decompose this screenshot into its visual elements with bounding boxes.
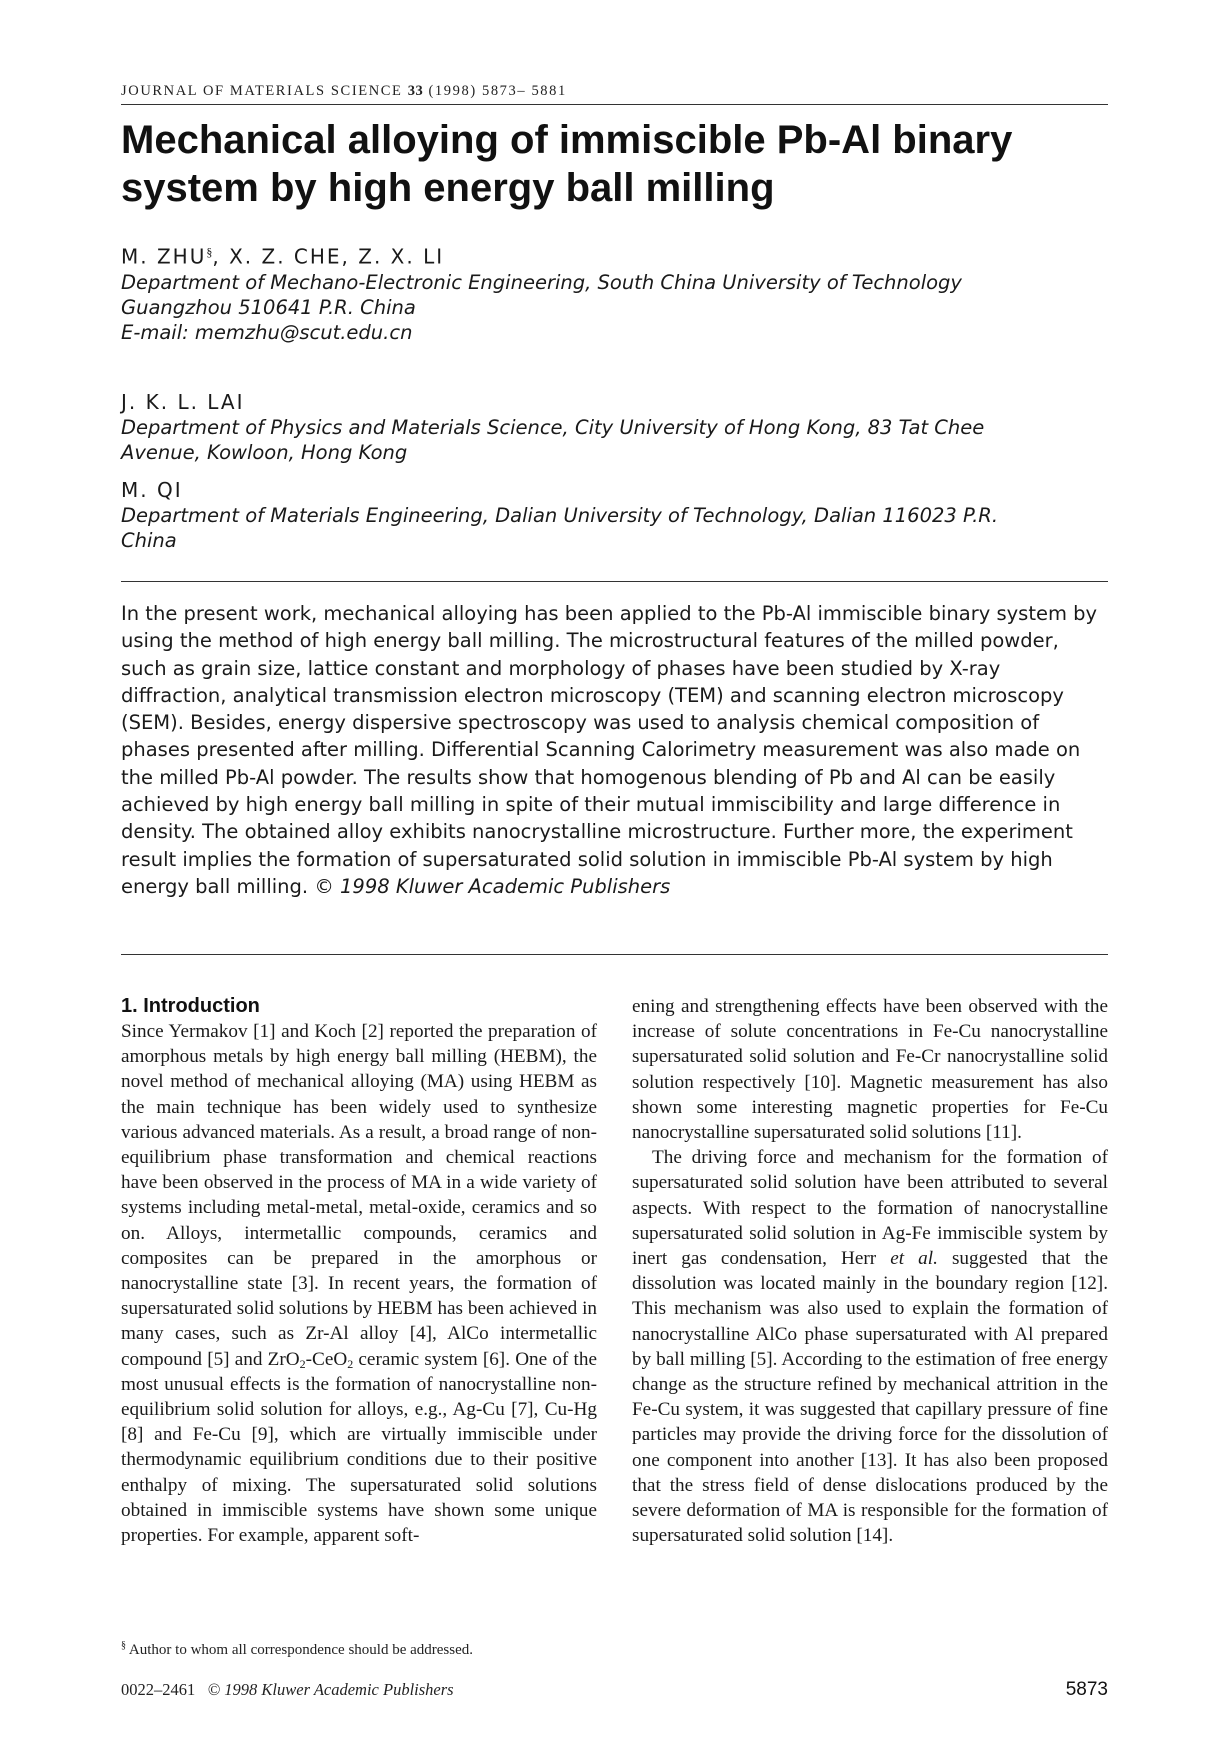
journal-header: [121, 83, 1108, 100]
issn: 0022–2461: [121, 1680, 196, 1699]
footnote: [121, 1640, 473, 1659]
author-names: [121, 239, 1108, 270]
subscript: 2: [347, 1356, 354, 1371]
intro-text: ceramic system [6]. One of the most unusual effects is the formation of nanocrystalline non-equilibrium solid solution for alloys, e.g., Ag-Cu [7], Cu-Hg [8] and Fe-Cu [9], which are virtually immiscible under thermodynamic equilibrium conditions due to their positive enthalpy of mixing. The supersaturated solid solutions obtained in immiscible systems have shown some unique properties. For example, apparent soft-: [121, 1348, 597, 1547]
intro-paragraph-1-cont: ening and strengthening effects have been observed with the increase of solute concentrations in Fe-Cu nanocrystalline supersaturated solid solution and Fe-Cr nanocrystalline solid solution respectively [10]. Magnetic measurement has also shown some interesting magnetic properties for Fe-Cu nanocrystalline supersaturated solid solutions [11].: [632, 996, 1108, 1144]
paper-page: [121, 0, 1108, 1748]
intro-paragraph-2: [632, 1145, 1108, 1548]
page-number: 5873: [1065, 1679, 1108, 1700]
affiliation-line: Department of Materials Engineering, Dalian University of Technology, Dalian 116023 P.R.: [121, 504, 999, 527]
footnote-text: Author to whom all correspondence should be addressed.: [126, 1642, 473, 1658]
author-name-lai: J. K. L. LAI: [121, 390, 245, 414]
header-rule: [121, 104, 1108, 105]
intro-text: suggested that the dissolution was located mainly in the boundary region [12]. This mechanism was also used to explain the formation of nanocrystalline AlCo phase supersaturated with Al prepared by ball milling [5]. According to the estimation of free energy change as the structure refined by mechanical attrition in the Fe-Cu system, it was suggested that capillary pressure of fine particles may provide the driving force for the dissolution of one component into another [13]. It has also been proposed that the stress field of dense dislocations produced by the severe deformation of MA is responsible for the formation of supersaturated solid solution [14].: [632, 1248, 1108, 1547]
abstract-top-rule: [121, 581, 1108, 582]
correspondence-mark: §: [206, 245, 213, 259]
affiliation-line: Avenue, Kowloon, Hong Kong: [121, 441, 408, 464]
author-block-3: [121, 477, 1108, 553]
intro-text: Since Yermakov [1] and Koch [2] reported the preparation of amorphous metals by high energy ball milling (HEBM), the novel method of mechanical alloying (MA) using HEBM as the main technique has been widely used to synthesize various advanced materials. As a result, a broad range of non-equilibrium phase transformation and chemical reactions have been observed in the process of MA in a wide variety of systems including metal-metal, metal-oxide, ceramics and so on. Alloys, intermetallic compounds, ceramics and composites can be prepared in the amorphous or nanocrystalline state [3]. In recent years, the formation of supersaturated solid solutions by HEBM has been achieved in many cases, such as Zr-Al alloy [4], AlCo intermetallic compound [5] and ZrO: [121, 1021, 597, 1370]
journal-year-pages: (1998) 5873– 5881: [428, 83, 567, 99]
abstract: [121, 600, 1108, 900]
et-al: et al.: [890, 1248, 938, 1270]
subscript: 2: [299, 1356, 306, 1371]
abstract-bottom-rule: [121, 954, 1108, 955]
title-line-2: system by high energy ball milling: [121, 166, 775, 210]
abstract-copyright: © 1998 Kluwer Academic Publishers: [314, 874, 671, 898]
left-column: [121, 994, 597, 1548]
author-email: E-mail: memzhu@scut.edu.cn: [121, 320, 413, 344]
footnote-mark: §: [121, 1640, 126, 1651]
affiliation-line: Department of Physics and Materials Science, City University of Hong Kong, 83 Tat Chee: [121, 416, 985, 439]
author-block-1: [121, 239, 1108, 345]
author-name-qi: M. QI: [121, 478, 183, 502]
affiliation-line: Department of Mechano-Electronic Engineering, South China University of Technology: [121, 270, 962, 294]
abstract-text: In the present work, mechanical alloying has been applied to the Pb-Al immiscible binary system by using the method of high energy ball milling. The microstructural features of the milled powder, such as grain size, lattice constant and morphology of phases have been studied by X-ray diffraction, analytical transmission electron microscopy (TEM) and scanning electron microscopy (SEM). Besides, energy dispersive spectroscopy was used to analysis chemical composition of phases presented after milling. Differential Scanning Calorimetry measurement was also made on the milled Pb-Al powder. The results show that homogenous blending of Pb and Al can be easily achieved by high energy ball milling in spite of their mutual immiscibility and large difference in density. The obtained alloy exhibits nanocrystalline microstructure. Further more, the experiment result implies the formation of supersaturated solid solution in immiscible Pb-Al system by high energy ball milling.: [121, 602, 1098, 898]
affiliation-line: China: [121, 529, 177, 552]
intro-paragraph-1: [121, 1019, 597, 1548]
paper-title: [121, 116, 1108, 212]
author-block-2: [121, 389, 1108, 465]
section-heading: 1. Introduction: [121, 995, 260, 1017]
title-line-1: Mechanical alloying of immiscible Pb-Al binary: [121, 118, 1013, 162]
author-names-rest: , X. Z. CHE, Z. X. LI: [212, 244, 445, 269]
intro-text: -CeO: [305, 1348, 348, 1370]
journal-name: JOURNAL OF MATERIALS SCIENCE: [121, 83, 403, 99]
affiliation-line: Guangzhou 510641 P.R. China: [121, 295, 416, 319]
right-column: [632, 994, 1108, 1548]
footer-left: [121, 1680, 454, 1700]
footer-publisher: © 1998 Kluwer Academic Publishers: [207, 1680, 454, 1699]
author-name-zhu: M. ZHU: [121, 244, 207, 269]
intro-text: The driving force and mechanism for the formation of supersaturated solid solution have been attributed to several aspects. With respect to the formation of nanocrystalline supersaturated solid solution in Ag-Fe immiscible system by inert gas condensation, Herr: [632, 1147, 1108, 1270]
journal-volume: 33: [407, 83, 424, 99]
